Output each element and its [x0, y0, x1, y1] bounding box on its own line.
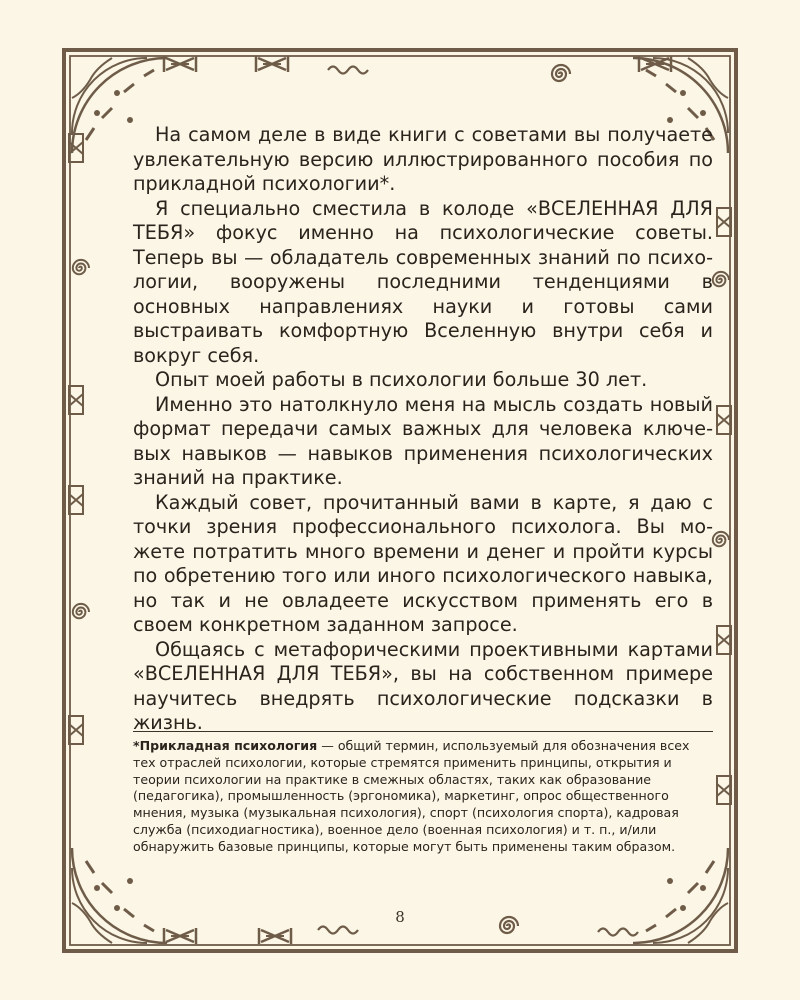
paragraph-4: Именно это натолкнуло меня на мысль создать новый формат передачи самых важных для человека ключевых навыков — навыков применения психологических знаний на практике. — [133, 392, 713, 489]
footnote — [133, 738, 713, 856]
paragraph-3: Опыт моей работы в психологии больше 30 лет. — [155, 368, 648, 391]
footnote-text: — общий термин, используемый для обозначения всех тех отраслей психологии, которые стремятся применить принципы, открытия и теории психологии на практике в смежных областях, таких как образование (педагогика), промышленность (эргономика), маркетинг, опрос общественного мнения, музыка (музыкальная психология), спорт (психология спорта), кадровая служба (психодиагностика), военное дело (военная психология) и т. п., и/или обнаружить базовые принципы, которые могут быть применены таким образом. — [133, 738, 690, 854]
paragraph-5: Каждый совет, прочитанный вами в карте, я даю с точки зрения профессионального психолога. Вы можете потратить много времени и денег и пройти курсы по обретению того или иного психологического навыка, но так и не овладеете искусством применять его в своем конкретном заданном запросе. — [133, 490, 713, 636]
paragraph-2: Я специально сместила в колоде «ВСЕЛЕННАЯ ДЛЯ ТЕБЯ» фокус именно на психологические советы. Теперь вы — обладатель современных знаний по психологии, вооружены последними тенденциями в основных направлениях науки и готовы сами выстраивать комфортную Вселенную внутри себя и вокруг себя. — [133, 196, 713, 367]
paragraph-6: Общаясь с метафорическими проективными картами «ВСЕЛЕННАЯ ДЛЯ ТЕБЯ», вы на собственном примере научитесь внедрять психологические подсказки в жизнь. — [133, 637, 713, 734]
footnote-term: *Прикладная психология — [133, 738, 318, 753]
footnote-divider — [133, 731, 713, 732]
paragraph-1: На самом деле в виде книги с советами вы получаете увлекательную версию иллюстрированного пособия по прикладной психологии*. — [133, 123, 713, 195]
page-number: 8 — [395, 908, 405, 926]
main-text — [133, 123, 713, 736]
